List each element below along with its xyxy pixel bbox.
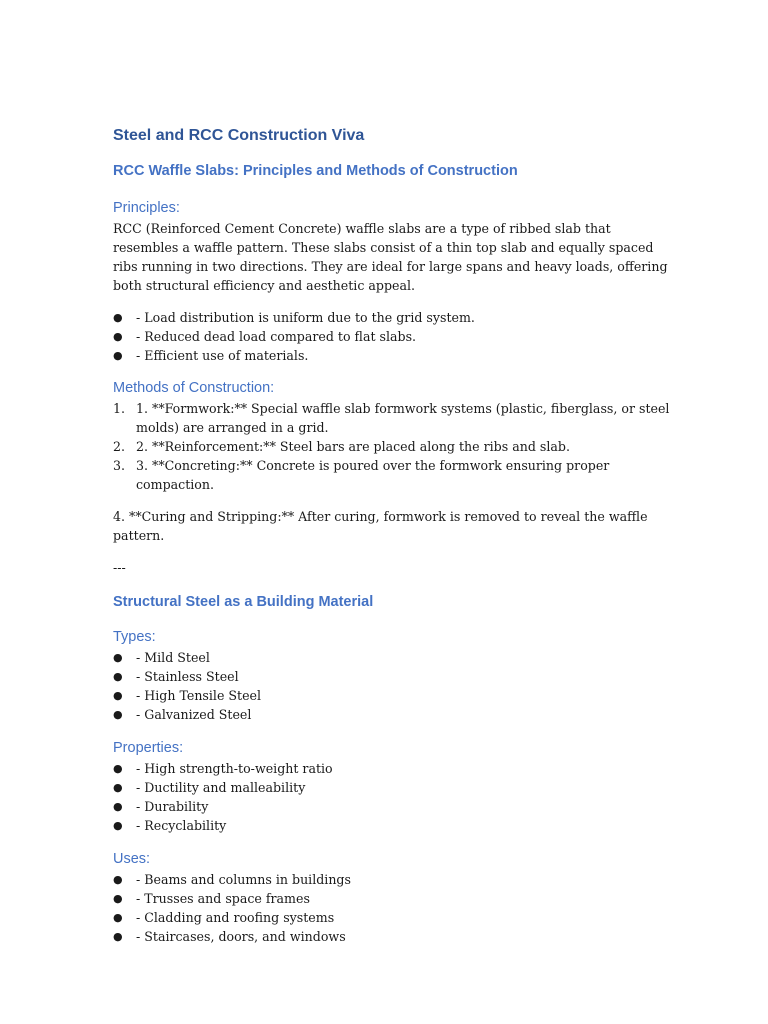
bullet-icon: ● (113, 800, 123, 813)
list-item: ● - Efficient use of materials. (113, 348, 309, 363)
bullet-icon: ● (113, 819, 123, 832)
document-body (113, 124, 673, 946)
list-item: ● - Ductility and malleability (113, 780, 306, 795)
bullet-icon: ● (113, 708, 123, 721)
list-item: ● - High Tensile Steel (113, 688, 262, 703)
list-item: ● - Load distribution is uniform due to the grid system. (113, 310, 475, 325)
list-item: 2. 2. **Reinforcement:** Steel bars are placed along the ribs and slab. (113, 439, 570, 454)
document-title: Steel and RCC Construction Viva (113, 127, 365, 144)
list-item: ● - Trusses and space frames (113, 891, 310, 906)
list-item: ● - Galvanized Steel (113, 707, 252, 722)
list-item: ● - High strength-to-weight ratio (113, 761, 333, 776)
types-list (113, 648, 673, 724)
list-item: ● - Recyclability (113, 818, 227, 833)
uses-heading: Uses: (113, 851, 151, 867)
bullet-icon: ● (113, 311, 123, 324)
list-item: ● - Mild Steel (113, 650, 210, 665)
bullet-icon: ● (113, 762, 123, 775)
bullet-icon: ● (113, 349, 123, 362)
bullet-icon: ● (113, 651, 123, 664)
methods-last-item: 4. **Curing and Stripping:** After curing, formwork is removed to reveal the waffle pattern. (113, 509, 648, 543)
bullet-icon: ● (113, 873, 123, 886)
list-item: ● - Cladding and roofing systems (113, 910, 335, 925)
bullet-icon: ● (113, 689, 123, 702)
section-heading-waffle-slabs: RCC Waffle Slabs: Principles and Methods of Construction (113, 163, 518, 179)
list-item: ● - Durability (113, 799, 209, 814)
principles-list (113, 308, 673, 365)
list-item: ● - Staircases, doors, and windows (113, 929, 346, 944)
section-heading-structural-steel: Structural Steel as a Building Material (113, 594, 374, 610)
methods-heading: Methods of Construction: (113, 380, 275, 396)
types-heading: Types: (113, 629, 156, 645)
uses-list (113, 870, 673, 946)
methods-list (113, 399, 673, 494)
principles-paragraph: RCC (Reinforced Cement Concrete) waffle slabs are a type of ribbed slab that resembles a waffle pattern. These slabs consist of a thin top slab and equally spaced ribs running in two directions. They are ideal for large spans and heavy loads, offering both structural efficiency and aesthetic appeal. (113, 221, 668, 293)
bullet-icon: ● (113, 892, 123, 905)
principles-heading: Principles: (113, 200, 180, 216)
list-item: 1. 1. **Formwork:** Special waffle slab formwork systems (plastic, fiberglass, or steel molds) are arranged in a grid. (113, 401, 670, 435)
properties-list (113, 759, 673, 835)
separator: --- (113, 560, 126, 575)
bullet-icon: ● (113, 330, 123, 343)
bullet-icon: ● (113, 781, 123, 794)
properties-heading: Properties: (113, 740, 184, 756)
bullet-icon: ● (113, 670, 123, 683)
bullet-icon: ● (113, 930, 123, 943)
list-item: ● - Reduced dead load compared to flat slabs. (113, 329, 417, 344)
list-item: ● - Stainless Steel (113, 669, 239, 684)
list-item: 3. 3. **Concreting:** Concrete is poured over the formwork ensuring proper compaction. (113, 458, 610, 492)
list-item: ● - Beams and columns in buildings (113, 872, 351, 887)
bullet-icon: ● (113, 911, 123, 924)
